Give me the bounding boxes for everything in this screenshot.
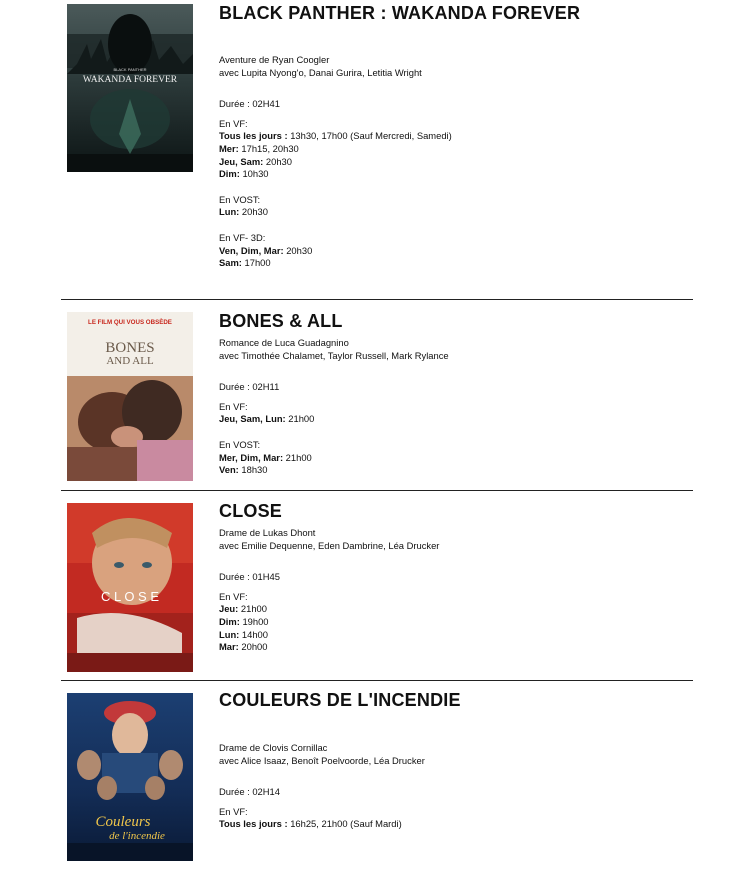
version-label: En VF: (219, 400, 248, 412)
showtime-row (219, 603, 689, 616)
film-cast: avec Alice Isaaz, Benoît Poelvoorde, Léa Drucker (219, 754, 425, 766)
poster-tagline: LE FILM QUI VOUS OBSÈDE (88, 319, 172, 326)
showtime-days: Jeu, Sam: (219, 155, 264, 167)
showtime-row (219, 257, 689, 270)
showtime-row (219, 452, 689, 465)
showtime-times: 19h00 (239, 615, 269, 627)
showtime-times: 14h00 (239, 628, 268, 640)
showtime-row (219, 464, 689, 477)
showtime-row (219, 206, 689, 219)
showtime-row (219, 818, 689, 831)
showtime-times: 21h00 (283, 451, 312, 463)
showtime-row (219, 168, 689, 181)
version-label: En VF: (219, 117, 248, 129)
showtime-row (219, 641, 689, 654)
film-title: CLOSE (219, 501, 283, 521)
movie-poster-black-panther[interactable] (67, 4, 193, 172)
version-label: En VOST: (219, 438, 261, 450)
film-title: BLACK PANTHER : WAKANDA FOREVER (219, 3, 581, 23)
film-duration: Durée : 02H41 (219, 98, 280, 110)
showtime-times: 21h00 (285, 413, 315, 425)
poster-logo-text: WAKANDA FOREVER (82, 75, 178, 85)
showtime-days: Tous les jours : (219, 130, 288, 142)
film-genre-director: Drame de Clovis Cornillac (219, 742, 328, 753)
showtime-times: 18h30 (238, 464, 268, 476)
showtime-row (219, 245, 689, 258)
showtime-times: 21h00 (238, 603, 267, 615)
showtime-days: Dim: (219, 615, 240, 627)
version-label: En VF: (219, 805, 248, 817)
film-divider (61, 680, 693, 681)
movie-poster-bones-and-all[interactable] (67, 312, 193, 481)
showtime-row (219, 156, 689, 169)
film-title: BONES & ALL (219, 311, 343, 331)
showtime-days: Lun: (219, 206, 240, 218)
film-title: COULEURS DE L'INCENDIE (219, 690, 461, 710)
poster-logo-line2: de l'incendie (109, 830, 165, 842)
film-cast: avec Timothée Chalamet, Taylor Russell, Mark Rylance (219, 349, 449, 361)
poster-logo-line1: BONES (105, 340, 155, 356)
poster-logo-line2: AND ALL (106, 355, 154, 367)
movie-poster-close[interactable] (67, 503, 193, 672)
film-cast: avec Lupita Nyong'o, Danai Gurira, Letitia Wright (219, 66, 422, 78)
showtime-days: Sam: (219, 257, 242, 269)
showtime-days: Ven, Dim, Mar: (219, 244, 284, 256)
showtime-times: 20h30 (239, 206, 268, 218)
showtime-row (219, 143, 689, 156)
showtime-times: 20h30 (263, 155, 292, 167)
showtime-row (219, 629, 689, 642)
showtime-days: Mer: (219, 142, 239, 154)
film-genre-director: Drame de Lukas Dhont (219, 527, 316, 538)
showtime-row (219, 130, 689, 143)
poster-brand-text: BLACK PANTHER (113, 67, 147, 72)
showtime-times: 16h25, 21h00 (Sauf Mardi) (287, 818, 402, 830)
showtime-times: 17h00 (241, 257, 271, 269)
film-duration: Durée : 01H45 (219, 571, 280, 583)
showtime-times: 17h15, 20h30 (238, 142, 299, 154)
version-label: En VOST: (219, 193, 261, 205)
film-divider (61, 299, 693, 300)
showtime-days: Lun: (219, 628, 240, 640)
showtime-days: Mar: (219, 641, 239, 653)
version-label: En VF: (219, 590, 248, 602)
film-duration: Durée : 02H14 (219, 786, 280, 798)
film-genre-director: Romance de Luca Guadagnino (219, 337, 349, 348)
showtime-times: 20h30 (283, 244, 313, 256)
version-label: En VF- 3D: (219, 231, 266, 243)
showtime-row (219, 616, 689, 629)
showtime-times: 13h30, 17h00 (Sauf Mercredi, Samedi) (287, 130, 452, 142)
showtime-days: Jeu, Sam, Lun: (219, 413, 286, 425)
showtime-days: Mer, Dim, Mar: (219, 451, 284, 463)
showtime-times: 10h30 (239, 168, 269, 180)
poster-logo-line1: Couleurs (95, 814, 151, 830)
film-divider (61, 490, 693, 491)
showtime-days: Dim: (219, 168, 240, 180)
showtime-days: Ven: (219, 464, 239, 476)
showtime-row (219, 413, 689, 426)
showtime-times: 20h00 (238, 641, 268, 653)
movie-poster-couleurs-de-l-incendie[interactable] (67, 693, 193, 861)
showtime-days: Jeu: (219, 603, 239, 615)
poster-logo-text: C L O S E (100, 589, 160, 604)
film-cast: avec Emilie Dequenne, Eden Dambrine, Léa Drucker (219, 539, 440, 551)
showtime-days: Tous les jours : (219, 818, 288, 830)
film-duration: Durée : 02H11 (219, 381, 280, 393)
film-genre-director: Aventure de Ryan Coogler (219, 54, 330, 65)
